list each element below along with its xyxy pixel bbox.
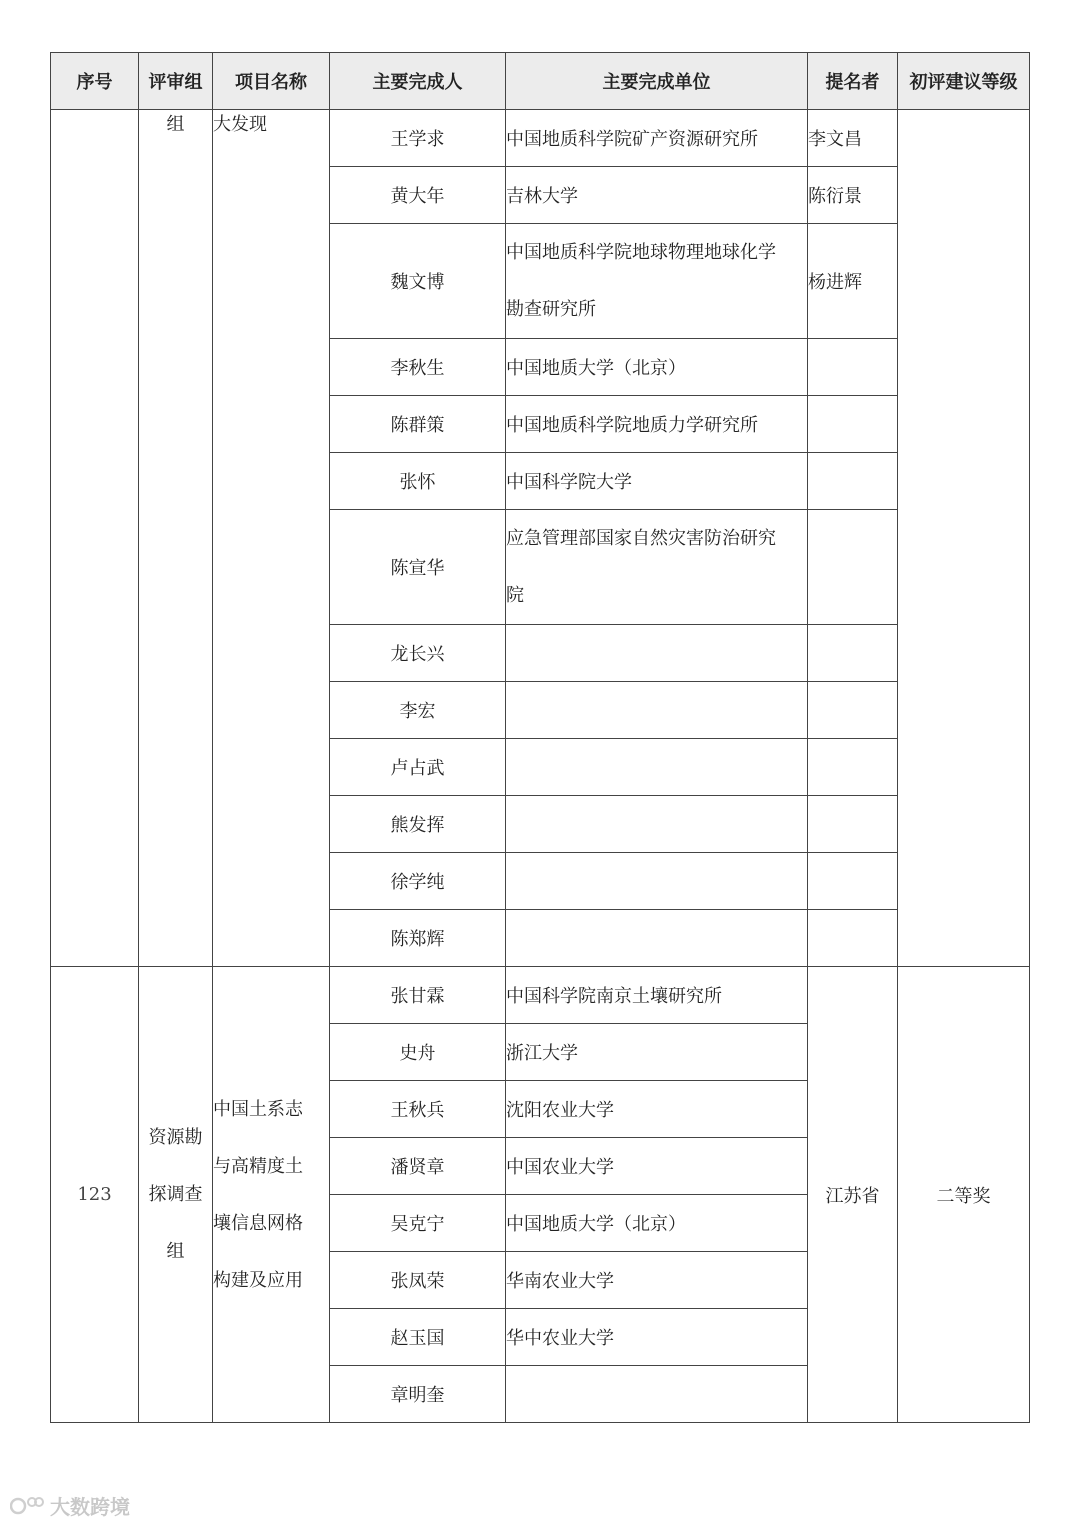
person-cell: 魏文博 <box>330 224 506 339</box>
person-cell: 史舟 <box>330 1024 506 1081</box>
brand-logo-icon <box>10 1494 44 1518</box>
grade-cell <box>898 110 1030 967</box>
nominator-cell: 江苏省 <box>808 967 898 1423</box>
unit-cell: 华南农业大学 <box>506 1252 808 1309</box>
person-cell: 王秋兵 <box>330 1081 506 1138</box>
project-line: 构建及应用 <box>213 1269 303 1291</box>
table-row <box>51 110 1030 167</box>
table-row <box>51 967 1030 1024</box>
project-line: 壤信息网格 <box>213 1212 303 1234</box>
header-unit: 主要完成单位 <box>506 53 808 110</box>
person-cell: 王学求 <box>330 110 506 167</box>
person-cell: 李宏 <box>330 682 506 739</box>
nominator-cell <box>808 739 898 796</box>
unit-cell <box>506 853 808 910</box>
panel-cell: 组 <box>139 110 213 967</box>
person-cell: 黄大年 <box>330 167 506 224</box>
unit-cell <box>506 625 808 682</box>
person-cell: 吴克宁 <box>330 1195 506 1252</box>
unit-cell: 吉林大学 <box>506 167 808 224</box>
unit-cell <box>506 682 808 739</box>
unit-cell: 华中农业大学 <box>506 1309 808 1366</box>
unit-line: 中国地质科学院地球物理地球化学 <box>506 242 776 263</box>
unit-cell <box>506 224 808 339</box>
project-cell <box>213 967 330 1423</box>
header-row <box>51 53 1030 110</box>
unit-cell: 中国科学院大学 <box>506 453 808 510</box>
project-line: 与高精度土 <box>213 1155 303 1177</box>
grade-cell: 二等奖 <box>898 967 1030 1423</box>
unit-line: 应急管理部国家自然灾害防治研究 <box>506 528 776 549</box>
nominator-cell <box>808 453 898 510</box>
header-panel: 评审组 <box>139 53 213 110</box>
unit-cell <box>506 910 808 967</box>
nominator-cell: 陈衍景 <box>808 167 898 224</box>
unit-cell <box>506 739 808 796</box>
person-cell: 张甘霖 <box>330 967 506 1024</box>
header-grade: 初评建议等级 <box>898 53 1030 110</box>
person-cell: 熊发挥 <box>330 796 506 853</box>
person-cell: 张凤荣 <box>330 1252 506 1309</box>
person-cell: 陈郑辉 <box>330 910 506 967</box>
header-person: 主要完成人 <box>330 53 506 110</box>
header-project: 项目名称 <box>213 53 330 110</box>
seq-cell <box>51 110 139 967</box>
unit-cell <box>506 510 808 625</box>
unit-cell <box>506 796 808 853</box>
person-cell: 章明奎 <box>330 1366 506 1423</box>
nominator-cell <box>808 853 898 910</box>
project-line: 中国土系志 <box>213 1098 303 1120</box>
awards-table <box>50 52 1030 1423</box>
panel-line: 资源勘 <box>148 1127 203 1148</box>
unit-cell: 浙江大学 <box>506 1024 808 1081</box>
person-cell: 陈宣华 <box>330 510 506 625</box>
seq-cell: 123 <box>51 967 139 1423</box>
unit-cell: 中国地质大学（北京） <box>506 1195 808 1252</box>
unit-cell: 沈阳农业大学 <box>506 1081 808 1138</box>
unit-line: 勘查研究所 <box>506 299 596 320</box>
panel-cell <box>139 967 213 1423</box>
unit-cell: 中国地质大学（北京） <box>506 339 808 396</box>
unit-line: 院 <box>506 585 524 606</box>
nominator-cell <box>808 625 898 682</box>
person-cell: 张怀 <box>330 453 506 510</box>
nominator-cell <box>808 796 898 853</box>
unit-cell: 中国农业大学 <box>506 1138 808 1195</box>
person-cell: 陈群策 <box>330 396 506 453</box>
unit-cell: 中国地质科学院矿产资源研究所 <box>506 110 808 167</box>
person-cell: 徐学纯 <box>330 853 506 910</box>
header-nominator: 提名者 <box>808 53 898 110</box>
nominator-cell: 李文昌 <box>808 110 898 167</box>
unit-cell <box>506 1366 808 1423</box>
nominator-cell <box>808 510 898 625</box>
panel-line: 组 <box>166 1241 185 1262</box>
person-cell: 潘贤章 <box>330 1138 506 1195</box>
watermark <box>10 1491 130 1520</box>
unit-cell: 中国科学院南京土壤研究所 <box>506 967 808 1024</box>
person-cell: 卢占武 <box>330 739 506 796</box>
nominator-cell <box>808 910 898 967</box>
header-seq: 序号 <box>51 53 139 110</box>
project-cell: 大发现 <box>213 110 330 967</box>
nominator-cell <box>808 682 898 739</box>
panel-line: 探调查 <box>148 1184 203 1205</box>
person-cell: 龙长兴 <box>330 625 506 682</box>
person-cell: 李秋生 <box>330 339 506 396</box>
nominator-cell <box>808 396 898 453</box>
nominator-cell <box>808 339 898 396</box>
unit-cell: 中国地质科学院地质力学研究所 <box>506 396 808 453</box>
watermark-text: 大数跨境 <box>50 1495 130 1519</box>
person-cell: 赵玉国 <box>330 1309 506 1366</box>
nominator-cell: 杨进辉 <box>808 224 898 339</box>
